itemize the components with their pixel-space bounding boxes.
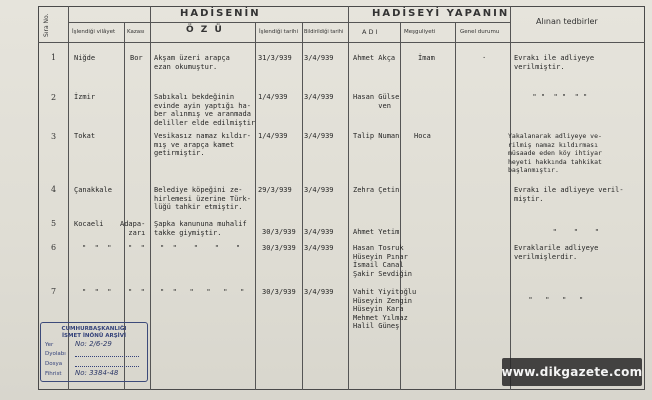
- cell-measures: " " " ": [520, 296, 584, 304]
- cell-name: Talip Numan: [353, 132, 400, 140]
- cell-summary: Akşam üzeri arapça ezan okumuştur.: [154, 54, 230, 71]
- header-occupation: Meşguliyeti: [404, 29, 436, 35]
- stamp-dotted-line: [75, 366, 139, 367]
- header-province: İşlendiği vilâyet: [72, 29, 116, 35]
- cell-measures: " " " " " ": [524, 93, 588, 101]
- row-number: 6: [51, 243, 57, 252]
- cell-district: Adapa- zarı: [120, 220, 146, 237]
- cell-date: 1/4/939: [258, 132, 288, 140]
- col-divider: [510, 6, 511, 390]
- cell-date: 30/3/939: [262, 244, 296, 252]
- cell-name: Ahmet Akça: [353, 54, 396, 62]
- col-divider: [348, 6, 349, 390]
- cell-province: Niğde: [74, 54, 96, 62]
- cell-district: Bor: [130, 54, 143, 62]
- col-divider: [255, 22, 256, 390]
- col-divider: [302, 22, 303, 390]
- cell-name: Hasan Tosruk Hüseyin Pınar İsmail Canal Şakir Sevdiğin: [353, 244, 413, 278]
- header-report-date: Bildirildiği tarihi: [304, 29, 344, 35]
- cell-summary: Vesikasız namaz kıldır- mış ve arapça kamet getirmiştir.: [154, 132, 251, 157]
- cell-measures: Evraklarile adliyeye verilmişlerdir.: [514, 244, 599, 261]
- side-number-header: Sıra No.: [43, 13, 50, 37]
- cell-occupation: İmam: [418, 54, 435, 62]
- cell-province: İzmir: [74, 93, 96, 101]
- cell-name: Hasan Gülse ven: [353, 93, 400, 110]
- cell-province: " " ": [82, 244, 112, 252]
- row-number: 2: [51, 93, 57, 102]
- row-number: 7: [51, 287, 57, 296]
- cell-date: 30/3/939: [262, 228, 296, 236]
- cell-province: Kocaeli: [74, 220, 104, 228]
- site-watermark: www.dikgazete.com: [502, 358, 642, 386]
- stamp-line2: İSMET İNÖNÜ ARŞİVİ: [61, 333, 126, 339]
- cell-report-date: 3/4/939: [304, 288, 334, 296]
- row-number: 3: [51, 132, 57, 141]
- cell-province: Tokat: [74, 132, 96, 140]
- header-district: Kazası: [127, 29, 145, 35]
- cell-occupation: Hoca: [414, 132, 431, 140]
- stamp-label-dosya: Dosya: [45, 361, 63, 367]
- cell-report-date: 3/4/939: [304, 93, 334, 101]
- stamp-line1: CUMHURBAŞKANLIĞI: [61, 326, 127, 332]
- cell-summary: Belediye köpeğini ze- hirlemesi üzerine Türk- lüğü tahkir etmiştir.: [154, 186, 251, 211]
- cell-summary: Şapka kanununa muhalif takke giymiştir.: [154, 220, 247, 237]
- cell-date: 31/3/939: [258, 54, 292, 62]
- cell-measures: Evrakı ile adliyeye verilmiştir.: [514, 54, 595, 71]
- stamp-value-fihrist: No: 3384-48: [75, 369, 119, 377]
- cell-name: Ahmet Yetim: [353, 228, 400, 236]
- stamp-dotted-line: [75, 356, 139, 357]
- cell-report-date: 3/4/939: [304, 228, 334, 236]
- cell-summary: Sabıkalı bekdeğinin evinde ayin yaptığı ha- ber alınmış ve aranmada deliller elde edilmiştir: [154, 93, 256, 127]
- cell-summary: " " " " " ": [160, 288, 245, 296]
- cell-date: 1/4/939: [258, 93, 288, 101]
- header-divider: [68, 22, 510, 23]
- col-divider: [455, 22, 456, 390]
- cell-measures: Evrakı ile adliyeye veril- miştir.: [514, 186, 624, 203]
- stamp-value-yer: No: 2/6-29: [75, 340, 112, 348]
- header-date: İşlendiği tarihi: [259, 29, 299, 35]
- cell-date: 29/3/939: [258, 186, 292, 194]
- cell-name: Zehra Çetin: [353, 186, 400, 194]
- col-divider: [400, 22, 401, 390]
- archive-stamp: [40, 322, 148, 382]
- header-status: Genel durumu: [460, 29, 500, 35]
- cell-district: " ": [128, 244, 145, 252]
- cell-date: 30/3/939: [262, 288, 296, 296]
- header-measures: Alınan tedbirler: [536, 17, 598, 26]
- cell-report-date: 3/4/939: [304, 132, 334, 140]
- group-header-event: HADİSENİN: [180, 8, 261, 19]
- cell-report-date: 3/4/939: [304, 54, 334, 62]
- cell-measures: " " ": [540, 228, 600, 236]
- stamp-label-dolabi: Dyolabı: [45, 351, 66, 357]
- cell-province: " " ": [82, 288, 112, 296]
- cell-province: Çanakkale: [74, 186, 112, 194]
- cell-name: Vahit Yiyitoğlu Hüseyin Zengin Hüseyin Kara Mehmet Yılmaz Halil Güneş: [353, 288, 417, 330]
- cell-measures: Yakalanarak adliyeye ve- rilmiş namaz kıldırması müsaade eden köy ihtiyar heyeti hakkında tahkikat başlanmıştır.: [508, 132, 602, 174]
- stamp-label-fihrist: Fihrist: [45, 371, 62, 377]
- row-number: 1: [51, 53, 57, 62]
- col-divider: [150, 6, 151, 390]
- row-number: 4: [51, 185, 57, 194]
- header-bottom-line: [38, 42, 645, 43]
- cell-report-date: 3/4/939: [304, 186, 334, 194]
- stamp-label-yer: Yer: [45, 342, 54, 348]
- header-summary: Ö Z Ü: [186, 25, 224, 35]
- group-header-perpetrator: HADİSEYİ YAPANIN: [372, 8, 510, 19]
- cell-report-date: 3/4/939: [304, 244, 334, 252]
- row-number: 5: [51, 219, 57, 228]
- cell-district: " ": [128, 288, 145, 296]
- header-name: A D I: [362, 28, 378, 36]
- cell-summary: " " " " ": [160, 244, 241, 252]
- cell-status: .: [482, 52, 487, 60]
